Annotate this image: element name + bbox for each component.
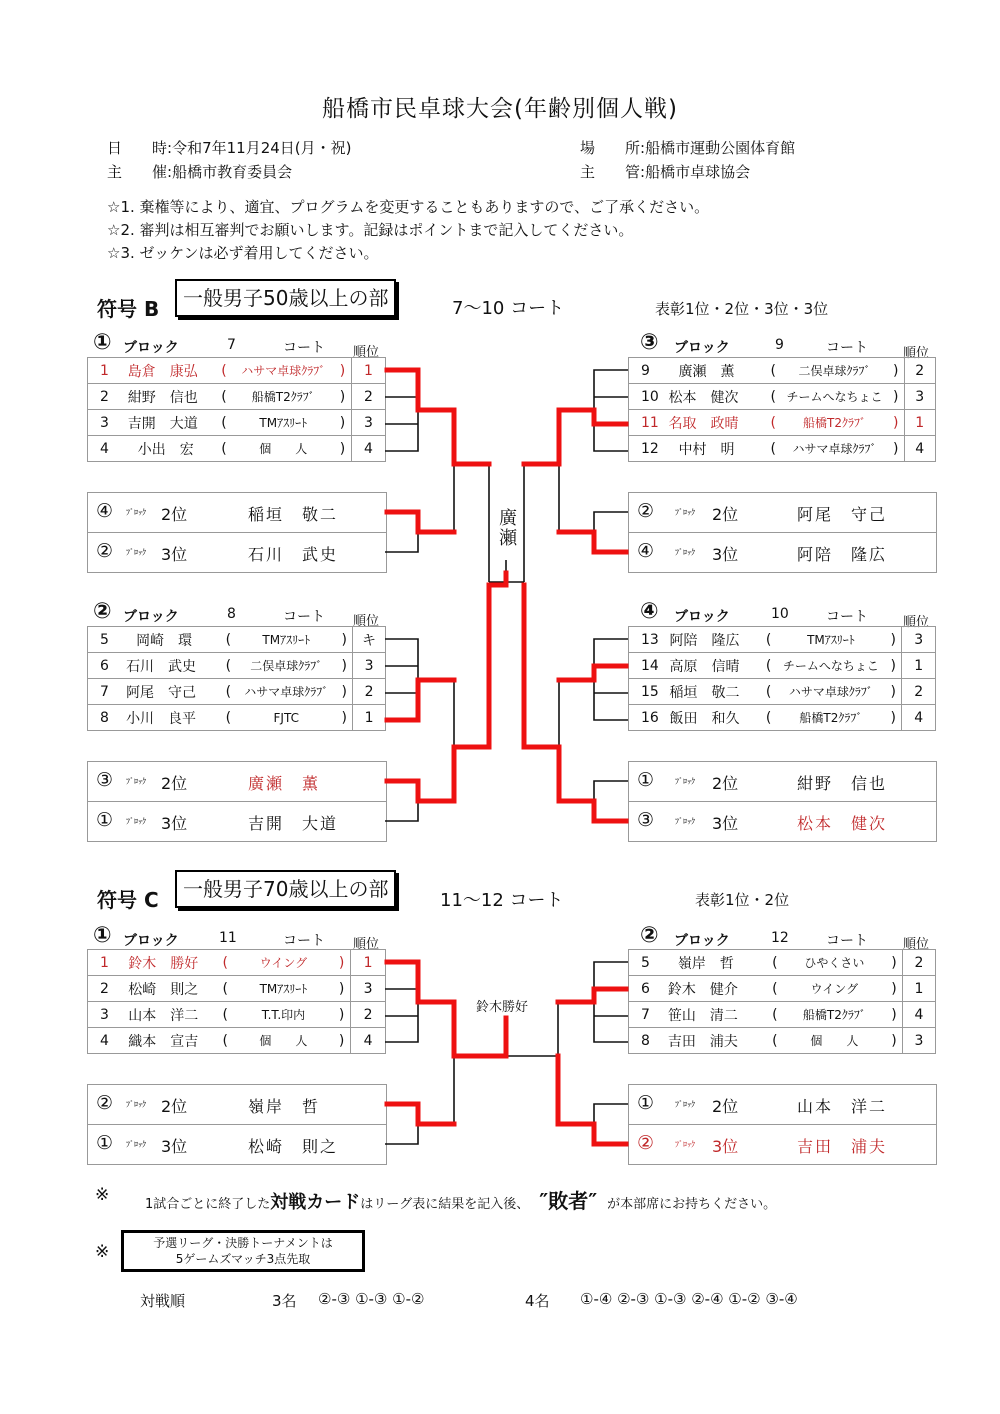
place: 2位: [161, 1097, 188, 1116]
block-number: ②: [96, 1092, 114, 1114]
player-rank: 3: [351, 976, 386, 1002]
block-label: ﾌﾞﾛｯｸ: [675, 1140, 695, 1149]
paren-open: (: [216, 410, 233, 436]
paren-open: (: [767, 950, 783, 976]
player-name: 阿陪 隆広: [797, 545, 888, 564]
block-label: ﾌﾞﾛｯｸ: [126, 777, 146, 786]
footer-mark-1: ※: [95, 1185, 110, 1205]
block-number: ②: [637, 500, 655, 522]
paren-close: ): [886, 950, 903, 976]
player-name: 稲垣 敬二: [248, 505, 339, 524]
order-label: 対戦順: [140, 1292, 186, 1310]
block-label: ﾌﾞﾛｯｸ: [675, 1100, 695, 1109]
player-name: 山本 洋二: [797, 1097, 888, 1116]
place: 3位: [161, 545, 188, 564]
paren-close: ): [334, 436, 351, 462]
block-label: ﾌﾞﾛｯｸ: [675, 508, 695, 517]
block-label: ブロック: [123, 933, 179, 949]
player-rank: 4: [351, 436, 385, 462]
player-name: 松本 健次: [669, 384, 766, 410]
player-rank: 1: [904, 410, 936, 436]
player-club: チームへなちょこ: [781, 384, 888, 410]
section-b-champion: 廣瀬: [496, 508, 517, 548]
player-number: 6: [629, 976, 668, 1002]
paren-open: (: [760, 627, 776, 653]
paren-open: (: [216, 358, 233, 384]
player-name: 名取 政晴: [669, 410, 766, 436]
player-number: 16: [629, 705, 670, 731]
player-club: ハサマ卓球ｸﾗﾌﾞ: [781, 436, 888, 462]
block-label: ﾌﾞﾛｯｸ: [126, 1100, 146, 1109]
player-name: 紺野 信也: [797, 774, 888, 793]
note-3: ☆3. ゼッケンは必ず着用してください。: [107, 244, 379, 262]
section-c-champion: 鈴木勝好: [476, 1000, 529, 1015]
player-rank: 3: [904, 384, 936, 410]
paren-close: ): [336, 679, 352, 705]
rank-header: 順位: [353, 345, 380, 360]
player-number: 9: [629, 358, 669, 384]
player-rank: 1: [351, 358, 385, 384]
instruction-loser: ″敗者″: [539, 1189, 598, 1213]
section-b-courts: 7〜10 コート: [452, 298, 565, 319]
player-rank: 4: [904, 436, 936, 462]
place: 3位: [712, 545, 739, 564]
player-name: 笹山 清二: [668, 1002, 767, 1028]
paren-open: (: [760, 679, 776, 705]
paren-close: ): [886, 1002, 903, 1028]
player-club: ハサマ卓球ｸﾗﾌﾞ: [777, 679, 885, 705]
player-club: FJTC: [236, 705, 336, 731]
block-number: ①: [93, 923, 112, 948]
paren-open: (: [760, 705, 776, 731]
player-name: 飯田 和久: [669, 705, 760, 731]
player-club: ハサマ卓球ｸﾗﾌﾞ: [232, 358, 334, 384]
player-number: 11: [629, 410, 669, 436]
player-club: ひやくさい: [783, 950, 886, 976]
court-number: 9: [775, 337, 784, 353]
player-name: 吉田 浦夫: [797, 1137, 888, 1156]
rank-header: 順位: [353, 937, 380, 952]
player-club: 船橋T2ｸﾗﾌﾞ: [781, 410, 888, 436]
player-name: 松本 健次: [797, 814, 888, 833]
block-label: ﾌﾞﾛｯｸ: [675, 817, 695, 826]
player-club: 二俣卓球ｸﾗﾌﾞ: [781, 358, 888, 384]
block-number: ④: [96, 500, 114, 522]
player-club: TMｱｽﾘｰﾄ: [236, 627, 336, 653]
player-club: T.T.印内: [234, 1002, 333, 1028]
court-label: コート: [283, 340, 325, 356]
player-rank: 1: [903, 976, 936, 1002]
court-label: コート: [283, 609, 325, 625]
rule-line-2: 5ゲームズマッチ3点先取: [175, 1252, 311, 1266]
section-c-division: 一般男子70歳以上の部: [175, 870, 396, 908]
player-name: 阿陪 隆広: [669, 627, 760, 653]
place: 3位: [161, 814, 188, 833]
place: 2位: [161, 505, 188, 524]
player-rank: 1: [351, 950, 386, 976]
place: 3位: [161, 1137, 188, 1156]
court-label: コート: [283, 933, 325, 949]
player-club: TMｱｽﾘｰﾄ: [234, 976, 333, 1002]
footer-instruction: [145, 1185, 776, 1214]
rule-line-1: 予選リーグ・決勝トーナメントは: [153, 1236, 333, 1250]
player-name: 小川 良平: [126, 705, 220, 731]
paren-close: ): [336, 653, 352, 679]
section-c-code: 符号 C: [97, 888, 159, 912]
block-number: ②: [637, 1132, 655, 1154]
block-label: ブロック: [674, 609, 730, 625]
court-label: コート: [826, 340, 868, 356]
player-rank: 3: [351, 410, 385, 436]
player-number: 12: [629, 436, 669, 462]
block-number: ③: [640, 330, 659, 355]
block-number: ③: [96, 769, 114, 791]
player-number: 10: [629, 384, 669, 410]
player-rank: キ: [353, 627, 386, 653]
paren-open: (: [767, 1002, 783, 1028]
block-number: ①: [96, 809, 114, 831]
paren-close: ): [888, 436, 904, 462]
host-value: 船橋市教育委員会: [172, 163, 293, 181]
court-label: コート: [826, 933, 868, 949]
court-number: 11: [219, 930, 237, 946]
instruction-post: が本部席にお持ちください。: [607, 1197, 777, 1212]
note-1: ☆1. 棄権等により、適宜、プログラムを変更することもありますので、ご了承ください。: [107, 198, 710, 216]
player-name: 吉田 浦夫: [668, 1028, 767, 1054]
block-label: ﾌﾞﾛｯｸ: [126, 548, 146, 557]
rank-header: 順位: [903, 615, 930, 630]
paren-close: ): [888, 384, 904, 410]
paren-open: (: [766, 436, 781, 462]
player-name: 石川 武史: [248, 545, 339, 564]
paren-open: (: [767, 1028, 783, 1054]
instruction-card: 対戦カード: [270, 1192, 361, 1213]
paren-close: ): [334, 410, 351, 436]
paren-open: (: [220, 705, 236, 731]
player-club: ウイング: [234, 950, 333, 976]
paren-close: ): [888, 410, 904, 436]
player-name: 山本 洋二: [128, 1002, 216, 1028]
block-label: ﾌﾞﾛｯｸ: [126, 508, 146, 517]
player-name: 廣瀬 薫: [248, 774, 321, 793]
player-name: 石川 武史: [126, 653, 220, 679]
player-number: 4: [88, 436, 128, 462]
player-name: 小出 宏: [128, 436, 216, 462]
paren-open: (: [216, 384, 233, 410]
player-rank: 4: [903, 1002, 936, 1028]
paren-close: ): [886, 976, 903, 1002]
paren-open: (: [217, 976, 234, 1002]
paren-open: (: [220, 679, 236, 705]
place: 3位: [712, 1137, 739, 1156]
player-rank: 3: [903, 1028, 936, 1054]
rank-header: 順位: [353, 614, 380, 629]
player-number: 2: [88, 976, 129, 1002]
paren-close: ): [886, 1028, 903, 1054]
paren-open: (: [216, 436, 233, 462]
player-club: 個 人: [232, 436, 334, 462]
player-number: 13: [629, 627, 670, 653]
player-number: 4: [88, 1028, 129, 1054]
paren-close: ): [336, 627, 352, 653]
venue-value: 船橋市運動公園体育館: [645, 139, 796, 157]
paren-open: (: [217, 1028, 234, 1054]
block-number: ③: [637, 809, 655, 831]
player-rank: 3: [902, 627, 936, 653]
player-name: 岡崎 環: [126, 627, 220, 653]
player-rank: 2: [353, 679, 386, 705]
block-label: ブロック: [674, 933, 730, 949]
paren-close: ): [334, 358, 351, 384]
player-name: 紺野 信也: [128, 384, 216, 410]
player-club: ハサマ卓球ｸﾗﾌﾞ: [236, 679, 336, 705]
footer-mark-2: ※: [95, 1242, 110, 1262]
player-rank: 2: [351, 1002, 386, 1028]
player-club: TMｱｽﾘｰﾄ: [232, 410, 334, 436]
player-number: 5: [629, 950, 668, 976]
rank-header: 順位: [903, 346, 930, 361]
paren-open: (: [217, 1002, 234, 1028]
paren-close: ): [333, 1002, 350, 1028]
manager-label: 主 管:: [580, 163, 646, 181]
paren-open: (: [766, 358, 781, 384]
place: 2位: [161, 774, 188, 793]
player-name: 島倉 康弘: [128, 358, 216, 384]
player-rank: 4: [351, 1028, 386, 1054]
section-c-courts: 11〜12 コート: [440, 890, 564, 911]
court-number: 8: [227, 606, 236, 622]
player-number: 7: [88, 679, 127, 705]
player-number: 3: [88, 1002, 129, 1028]
block-label: ブロック: [123, 609, 179, 625]
order-4: ①-④ ②-③ ①-③ ②-④ ①-② ③-④: [580, 1290, 798, 1308]
player-rank: 4: [902, 705, 936, 731]
player-number: 8: [88, 705, 127, 731]
date-value: 令和7年11月24日(月・祝): [172, 139, 352, 157]
paren-close: ): [885, 627, 902, 653]
paren-close: ): [333, 1028, 350, 1054]
block-number: ④: [640, 599, 659, 624]
player-name: 鈴木 健介: [668, 976, 767, 1002]
player-club: 船橋T2ｸﾗﾌﾞ: [783, 1002, 886, 1028]
block-label: ﾌﾞﾛｯｸ: [126, 817, 146, 826]
court-label: コート: [826, 609, 868, 625]
player-club: ウイング: [783, 976, 886, 1002]
block-number: ①: [96, 1132, 114, 1154]
player-rank: 3: [353, 653, 386, 679]
manager-value: 船橋市卓球協会: [645, 163, 751, 181]
player-number: 7: [629, 1002, 668, 1028]
block-number: ④: [637, 540, 655, 562]
paren-open: (: [760, 653, 776, 679]
paren-open: (: [766, 410, 781, 436]
player-club: TMｱｽﾘｰﾄ: [777, 627, 885, 653]
paren-open: (: [766, 384, 781, 410]
player-number: 1: [88, 950, 129, 976]
paren-open: (: [220, 627, 236, 653]
player-name: 嶺岸 哲: [248, 1097, 321, 1116]
player-club: 個 人: [783, 1028, 886, 1054]
order-3: ②-③ ①-③ ①-②: [318, 1290, 425, 1308]
section-c-awards: 表彰1位・2位: [695, 891, 790, 909]
section-b-awards: 表彰1位・2位・3位・3位: [655, 300, 829, 318]
venue-label: 場 所:: [580, 139, 646, 157]
block-label: ﾌﾞﾛｯｸ: [675, 548, 695, 557]
player-name: 松崎 則之: [128, 976, 216, 1002]
player-name: 松崎 則之: [248, 1137, 339, 1156]
player-number: 2: [88, 384, 128, 410]
player-name: 阿尾 守己: [126, 679, 220, 705]
paren-open: (: [217, 950, 234, 976]
paren-close: ): [334, 384, 351, 410]
place: 2位: [712, 505, 739, 524]
player-rank: 1: [353, 705, 386, 731]
player-number: 3: [88, 410, 128, 436]
paren-close: ): [336, 705, 352, 731]
player-name: 吉開 大道: [128, 410, 216, 436]
paren-open: (: [220, 653, 236, 679]
court-number: 12: [771, 930, 789, 946]
player-name: 阿尾 守己: [797, 505, 888, 524]
paren-close: ): [333, 976, 350, 1002]
match-rule-box: [121, 1230, 365, 1272]
section-b-division: 一般男子50歳以上の部: [175, 279, 396, 317]
block-number: ②: [640, 923, 659, 948]
paren-close: ): [885, 679, 902, 705]
court-number: 7: [227, 337, 236, 353]
host-label: 主 催:: [107, 163, 173, 181]
player-club: 二俣卓球ｸﾗﾌﾞ: [236, 653, 336, 679]
block-number: ①: [637, 769, 655, 791]
player-rank: 2: [904, 358, 936, 384]
rank-header: 順位: [903, 937, 930, 952]
player-name: 鈴木 勝好: [128, 950, 216, 976]
place: 3位: [712, 814, 739, 833]
instruction-pre: 1試合ごとに終了した: [145, 1197, 271, 1212]
player-club: チームへなちょこ: [777, 653, 885, 679]
block-label: ﾌﾞﾛｯｸ: [675, 777, 695, 786]
page-title: 船橋市民卓球大会(年齢別個人戦): [322, 96, 678, 122]
player-name: 廣瀬 薫: [669, 358, 766, 384]
player-name: 嶺岸 哲: [668, 950, 767, 976]
paren-close: ): [333, 950, 350, 976]
player-club: 個 人: [234, 1028, 333, 1054]
player-rank: 2: [903, 950, 936, 976]
paren-close: ): [885, 705, 902, 731]
paren-close: ): [885, 653, 902, 679]
player-number: 15: [629, 679, 670, 705]
player-club: 船橋T2ｸﾗﾌﾞ: [777, 705, 885, 731]
player-number: 14: [629, 653, 670, 679]
player-rank: 2: [902, 679, 936, 705]
court-number: 10: [771, 606, 789, 622]
player-name: 稲垣 敬二: [669, 679, 760, 705]
block-label: ﾌﾞﾛｯｸ: [126, 1140, 146, 1149]
block-number: ②: [96, 540, 114, 562]
player-name: 中村 明: [669, 436, 766, 462]
player-rank: 1: [902, 653, 936, 679]
player-number: 5: [88, 627, 127, 653]
paren-open: (: [767, 976, 783, 1002]
place: 2位: [712, 774, 739, 793]
player-rank: 2: [351, 384, 385, 410]
place: 2位: [712, 1097, 739, 1116]
order-4-label: 4名: [525, 1292, 550, 1310]
player-name: 織本 宣吉: [128, 1028, 216, 1054]
paren-close: ): [888, 358, 904, 384]
block-label: ブロック: [123, 340, 179, 356]
player-name: 高原 信晴: [669, 653, 760, 679]
instruction-mid: はリーグ表に結果を記入後、: [360, 1197, 530, 1212]
player-number: 6: [88, 653, 127, 679]
block-number: ①: [637, 1092, 655, 1114]
block-number: ①: [93, 330, 112, 355]
order-3-label: 3名: [272, 1292, 297, 1310]
block-label: ブロック: [674, 340, 730, 356]
section-b-code: 符号 B: [97, 297, 160, 321]
note-2: ☆2. 審判は相互審判でお願いします。記録はポイントまで記入してください。: [107, 221, 634, 239]
player-name: 吉開 大道: [248, 814, 339, 833]
block-number: ②: [93, 599, 112, 624]
player-number: 1: [88, 358, 128, 384]
player-club: 船橋T2ｸﾗﾌﾞ: [232, 384, 334, 410]
date-label: 日 時:: [107, 139, 173, 157]
player-number: 8: [629, 1028, 668, 1054]
